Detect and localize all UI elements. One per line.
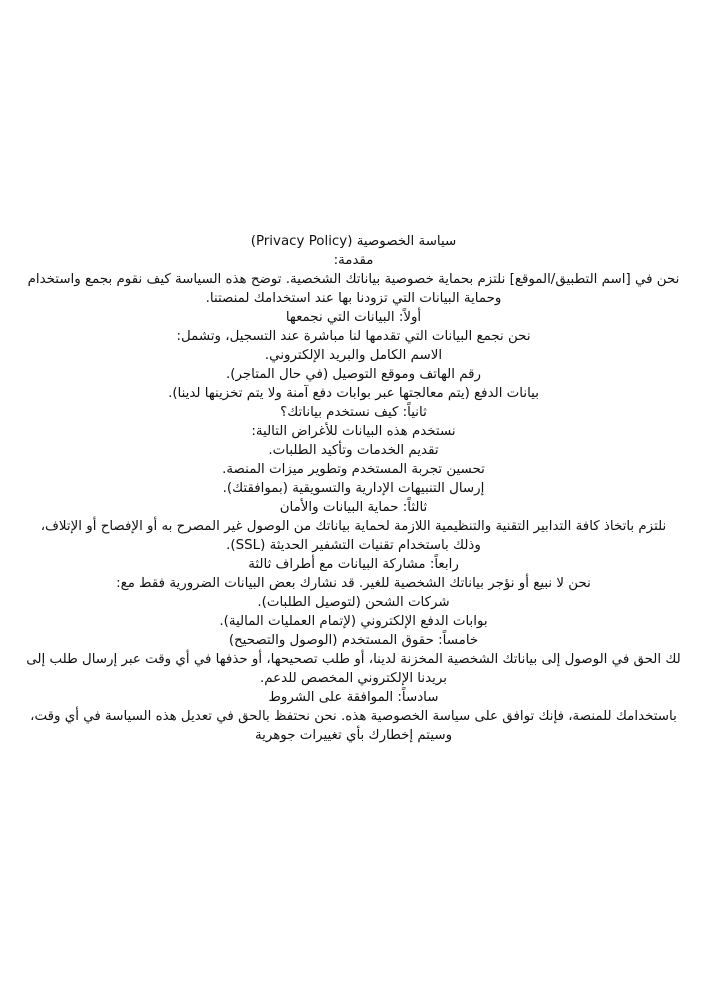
- section-3-text-line-1: نلتزم باتخاذ كافة التدابير التقنية والتنظيمية اللازمة لحماية بياناتك من الوصول غير المصرح به أو الإفصاح أو الإتلاف،: [40, 519, 667, 534]
- section-2-item-1: تقديم الخدمات وتأكيد الطلبات.: [268, 443, 439, 458]
- section-6-heading: سادساً: الموافقة على الشروط: [268, 690, 439, 705]
- section-4-text: نحن لا نبيع أو نؤجر بياناتك الشخصية للغير. قد نشارك بعض البيانات الضرورية فقط مع:: [116, 576, 591, 591]
- section-3-text-line-2: وذلك باستخدام تقنيات التشفير الحديثة (SSL).: [226, 538, 481, 553]
- section-1-item-1: الاسم الكامل والبريد الإلكتروني.: [264, 348, 443, 363]
- section-1-text: نحن نجمع البيانات التي تقدمها لنا مباشرة عند التسجيل، وتشمل:: [176, 329, 531, 344]
- privacy-policy-document: [0, 232, 707, 745]
- section-5-text-line-2: بريدنا الإلكتروني المخصص للدعم.: [260, 671, 447, 686]
- section-2-item-2: تحسين تجربة المستخدم وتطوير ميزات المنصة.: [222, 462, 485, 477]
- intro-heading: مقدمة:: [333, 253, 374, 268]
- section-6-text-line-2: وسيتم إخطارك بأي تغييرات جوهرية: [254, 728, 453, 743]
- section-5-heading: خامساً: حقوق المستخدم (الوصول والتصحيح): [228, 633, 479, 648]
- section-4-heading: رابعاً: مشاركة البيانات مع أطراف ثالثة: [248, 557, 459, 572]
- intro-text-line-1: نحن في [اسم التطبيق/الموقع] نلتزم بحماية خصوصية بياناتك الشخصية. توضح هذه السياسة كيف نقوم بجمع واستخدام: [27, 272, 680, 287]
- section-3-heading: ثالثاً: حماية البيانات والأمان: [279, 500, 428, 515]
- section-2-heading: ثانياً: كيف نستخدم بياناتك؟: [280, 405, 427, 420]
- document-title: سياسة الخصوصية (Privacy Policy): [250, 234, 457, 249]
- section-1-heading: أولاً: البيانات التي نجمعها: [285, 310, 422, 325]
- section-6-text-line-1: باستخدامك للمنصة، فإنك توافق على سياسة الخصوصية هذه. نحن نحتفظ بالحق في تعديل هذه السياسة في أي وقت،: [30, 709, 677, 724]
- section-1-item-3: بيانات الدفع (يتم معالجتها عبر بوابات دفع آمنة ولا يتم تخزينها لدينا).: [168, 386, 539, 401]
- section-2-item-3: إرسال التنبيهات الإدارية والتسويقية (بموافقتك).: [222, 481, 485, 496]
- section-4-item-2: بوابات الدفع الإلكتروني (لإتمام العمليات المالية).: [219, 614, 488, 629]
- section-4-item-1: شركات الشحن (لتوصيل الطلبات).: [257, 595, 450, 610]
- section-1-item-2: رقم الهاتف وموقع التوصيل (في حال المتاجر).: [225, 367, 482, 382]
- intro-text-line-2: وحماية البيانات التي تزودنا بها عند استخدامك لمنصتنا.: [205, 291, 502, 306]
- section-5-text-line-1: لك الحق في الوصول إلى بياناتك الشخصية المخزنة لدينا، أو طلب تصحيحها، أو حذفها في أي وقت عبر إرسال طلب إلى: [26, 652, 681, 667]
- section-2-text: نستخدم هذه البيانات للأغراض التالية:: [251, 424, 456, 439]
